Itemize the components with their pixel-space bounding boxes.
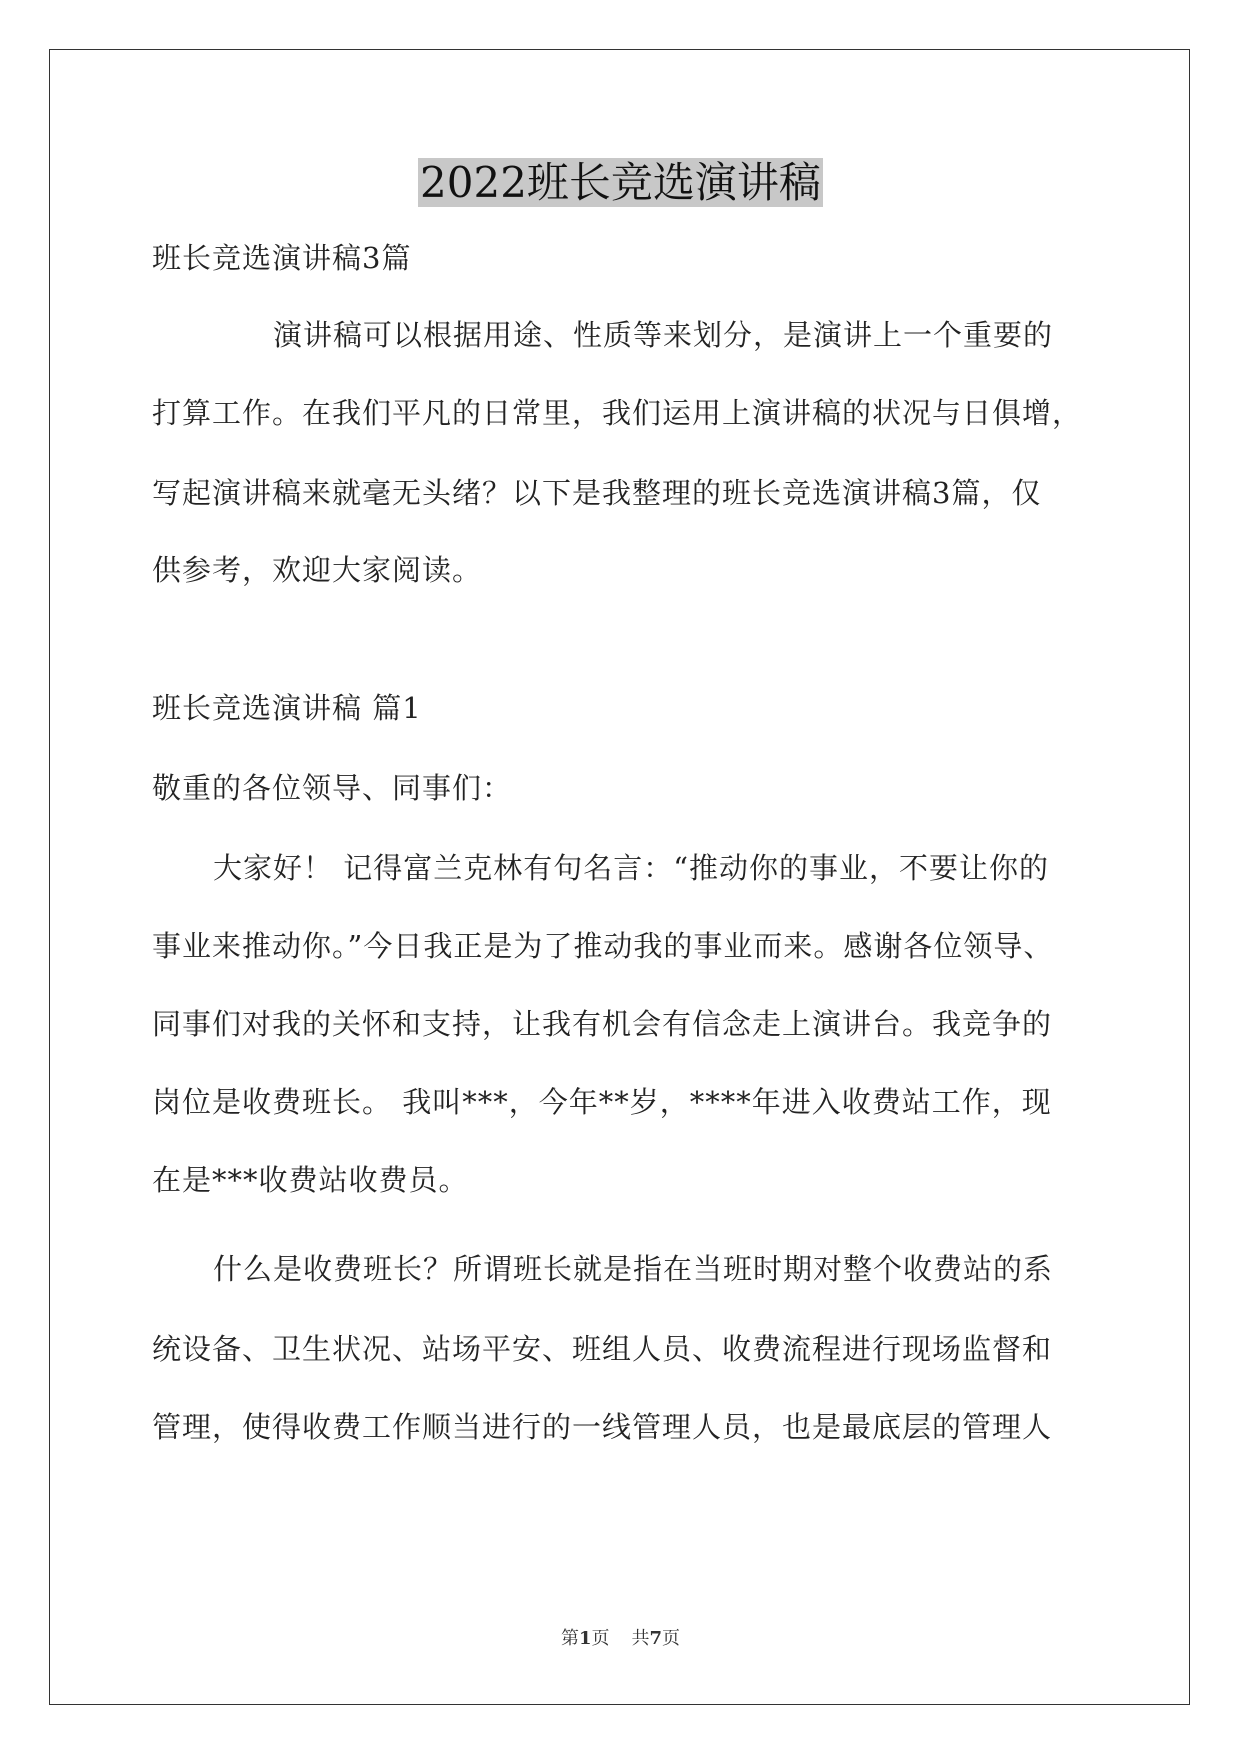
footer-page-prefix: 第 xyxy=(560,1628,579,1649)
document-subtitle: 班长竞选演讲稿3篇 xyxy=(152,241,412,275)
paragraph-line: 大家好！ 记得富兰克林有句名言：“推动你的事业，不要让你的 xyxy=(213,851,1050,885)
intro-line: 写起演讲稿来就毫无头绪？以下是我整理的班长竞选演讲稿3篇，仅 xyxy=(152,476,1042,510)
intro-line: 供参考，欢迎大家阅读。 xyxy=(152,553,483,587)
document-title-text: 2022班长竞选演讲稿 xyxy=(420,158,821,207)
paragraph-line: 管理，使得收费工作顺当进行的一线管理人员，也是最底层的管理人 xyxy=(152,1410,1053,1444)
page-footer xyxy=(0,1627,1241,1651)
intro-line: 打算工作。在我们平凡的日常里，我们运用上演讲稿的状况与日俱增， xyxy=(152,396,1083,430)
footer-page-current: 1 xyxy=(578,1628,592,1649)
paragraph-line: 岗位是收费班长。 我叫***，今年**岁，****年进入收费站工作，现 xyxy=(152,1085,1052,1119)
paragraph-line: 同事们对我的关怀和支持，让我有机会有信念走上演讲台。我竞争的 xyxy=(152,1007,1053,1041)
paragraph-line: 事业来推动你。”今日我正是为了推动我的事业而来。感谢各位领导、 xyxy=(152,929,1054,963)
footer-total-suffix: 页 xyxy=(662,1628,681,1649)
footer-page-total: 7 xyxy=(649,1628,663,1649)
intro-line: 演讲稿可以根据用途、性质等来划分，是演讲上一个重要的 xyxy=(273,318,1054,352)
salutation: 敬重的各位领导、同事们： xyxy=(152,771,513,805)
paragraph-line: 在是***收费站收费员。 xyxy=(152,1163,469,1197)
paragraph-line: 什么是收费班长？所谓班长就是指在当班时期对整个收费站的系 xyxy=(213,1252,1054,1286)
section-heading: 班长竞选演讲稿 篇1 xyxy=(152,691,422,725)
paragraph-line: 统设备、卫生状况、站场平安、班组人员、收费流程进行现场监督和 xyxy=(152,1332,1053,1366)
footer-total-prefix: 共 xyxy=(631,1628,650,1649)
footer-page-mid: 页 xyxy=(591,1628,610,1649)
document-title xyxy=(0,155,1241,211)
